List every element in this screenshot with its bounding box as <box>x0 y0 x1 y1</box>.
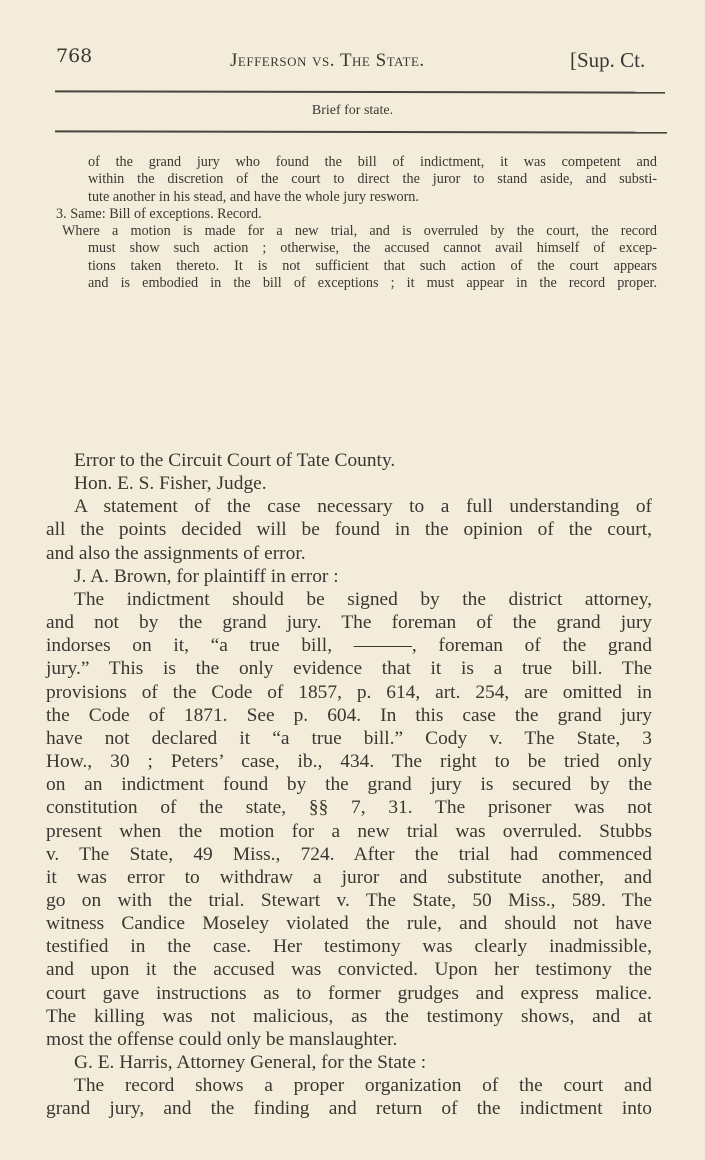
body-line: go on with the trial. Stewart v. The State, 50 Miss., 589. The <box>46 889 652 911</box>
body-line: present when the motion for a new trial was overruled. Stubbs <box>46 820 652 842</box>
body-line: How., 30 ; Peters’ case, ib., 434. The right to be tried only <box>46 751 652 773</box>
headnote-line: of the grand jury who found the bill of indictment, it was competent and <box>88 154 657 170</box>
headnote-line: tute another in his stead, and have the whole jury resworn. <box>88 188 419 205</box>
headnote-line: within the discretion of the court to direct the juror to stand aside, and substi- <box>88 171 657 188</box>
body-line: it was error to withdraw a juror and substitute another, and <box>46 866 652 888</box>
running-title: Jefferson vs. The State. <box>230 50 425 71</box>
body-line: grand jury, and the finding and return of the indictment into <box>46 1098 652 1120</box>
body-line: J. A. Brown, for plaintiff in error : <box>74 565 339 587</box>
body-line: indorses on it, “a true bill, ———, foreman of the grand <box>46 635 652 657</box>
body-line: and not by the grand jury. The foreman of the grand jury <box>46 612 652 634</box>
body-line: and upon it the accused was convicted. Upon her testimony the <box>46 959 652 981</box>
body-line: G. E. Harris, Attorney General, for the State : <box>74 1052 427 1074</box>
court-label: [Sup. Ct. <box>570 48 646 72</box>
page-number: 768 <box>56 45 93 67</box>
body-line: most the offense could only be manslaughter. <box>46 1028 398 1050</box>
headnote-heading: 3. Same: Bill of exceptions. Record. <box>56 205 262 222</box>
body-line: A statement of the case necessary to a full understanding of <box>74 496 652 518</box>
body-line: testified in the case. Her testimony was clearly inadmissible, <box>46 936 652 958</box>
body-line: witness Candice Moseley violated the rule, and should not have <box>46 913 652 935</box>
body-line: have not declared it “a true bill.” Cody v. The State, 3 <box>46 727 652 749</box>
header-rule <box>55 90 665 93</box>
body-line: court gave instructions as to former grudges and express malice. <box>46 982 652 1004</box>
body-line: and also the assignments of error. <box>46 542 306 564</box>
body-line: Error to the Circuit Court of Tate County. <box>74 450 396 471</box>
body-line: provisions of the Code of 1857, p. 614, art. 254, are omitted in <box>46 681 652 703</box>
body-line: v. The State, 49 Miss., 724. After the trial had commenced <box>46 843 652 865</box>
body-line: all the points decided will be found in the opinion of the court, <box>46 519 652 541</box>
body-line: Hon. E. S. Fisher, Judge. <box>74 473 267 495</box>
body-line: The indictment should be signed by the district attorney, <box>74 588 652 610</box>
headnote-line: must show such action ; otherwise, the accused cannot avail himself of excep- <box>88 240 657 257</box>
body-line: on an indictment found by the grand jury is secured by the <box>46 774 652 796</box>
headnote-line: tions taken thereto. It is not sufficient that such action of the court appears <box>88 257 657 274</box>
body-line: The record shows a proper organization of the court and <box>74 1075 652 1097</box>
body-line: The killing was not malicious, as the testimony shows, and at <box>46 1005 652 1027</box>
body-line: jury.” This is the only evidence that it is a true bill. The <box>46 658 652 680</box>
headnote-line: Where a motion is made for a new trial, and is overruled by the court, the record <box>62 223 657 240</box>
headnote-block <box>56 154 657 292</box>
body-line: the Code of 1871. See p. 604. In this case the grand jury <box>46 704 652 726</box>
body-text <box>46 449 652 1121</box>
body-line: constitution of the state, §§ 7, 31. The prisoner was not <box>46 797 652 819</box>
subheading-rule <box>55 130 667 133</box>
subheading: Brief for state. <box>311 103 394 118</box>
headnote-line: and is embodied in the bill of exceptions ; it must appear in the record proper. <box>88 275 657 292</box>
